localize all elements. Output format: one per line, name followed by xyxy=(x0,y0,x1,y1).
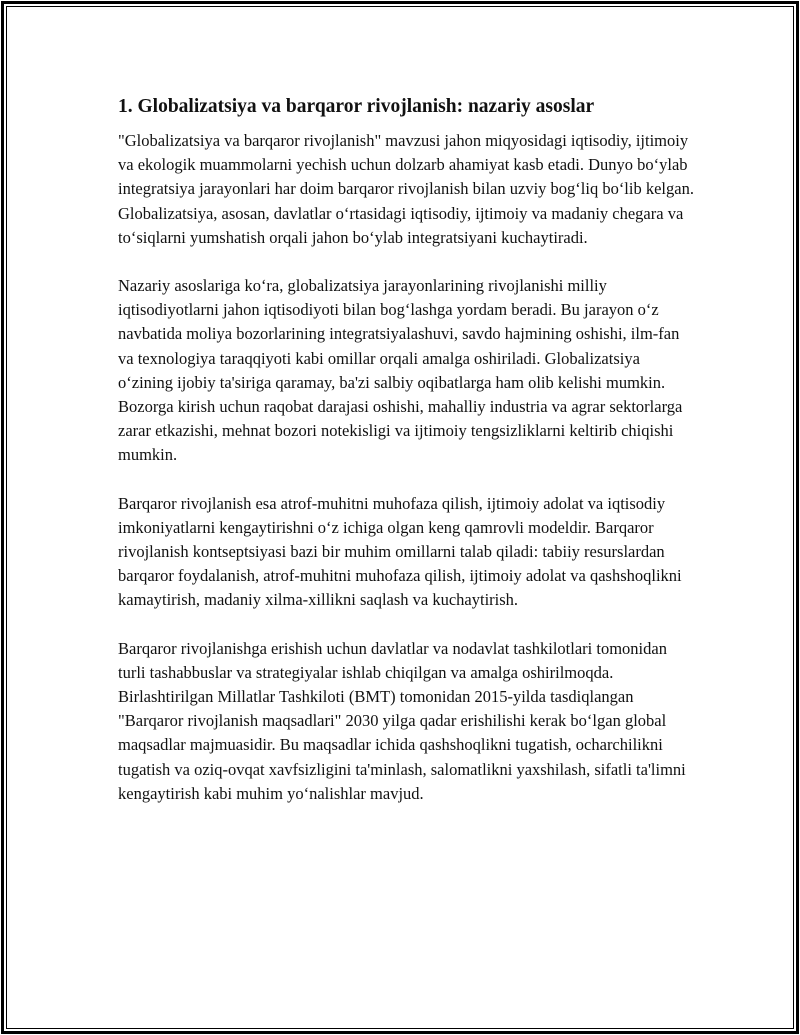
paragraph-theory: Nazariy asoslariga ko‘ra, globalizatsiya jarayonlarining rivojlanishi milliy iqtisodiyotlarni jahon iqtisodiyoti bilan bog‘lashga yordam beradi. Bu jarayon o‘z navbatida moliya bozorlarining integratsiyalashuvi, savdo hajmining oshishi, ilm-fan va texnologiya taraqqiyoti kabi omillar orqali amalga oshiriladi. Globalizatsiya o‘zining ijobiy ta'siriga qaramay, ba'zi salbiy oqibatlarga ham olib kelishi mumkin. Bozorga kirish uchun raqobat darajasi oshishi, mahalliy industria va agrar sektorlarga zarar etkazishi, mehnat bozori notekisligi va ijtimoiy tengsizliklarni keltirib chiqishi mumkin. xyxy=(118,276,683,465)
paragraph-sdg: Barqaror rivojlanishga erishish uchun davlatlar va nodavlat tashkilotlari tomonidan turli tashabbuslar va strategiyalar ishlab chiqilgan va amalga oshirilmoqda. Birlashtirilgan Millatlar Tashkiloti (BMT) tomonidan 2015-yilda tasdiqlangan "Barqaror rivojlanish maqsadlari" 2030 yilga qadar erishilishi kerak bo‘lgan global maqsadlar majmuasidir. Bu maqsadlar ichida qashshoqlikni tugatish, ocharchilikni tugatish va oziq-ovqat xavfsizligini ta'minlash, salomatlikni yaxshilash, sifatli ta'limni kengaytirish kabi muhim yo‘nalishlar mavjud. xyxy=(118,638,686,803)
paragraph-sustainable-development: Barqaror rivojlanish esa atrof-muhitni muhofaza qilish, ijtimoiy adolat va iqtisodiy imkoniyatlarni kengaytirishni o‘z ichiga olgan keng qamrovli modeldir. Barqaror rivojlanish kontseptsiyasi bazi bir muhim omillarni talab qiladi: tabiiy resurslardan barqaror foydalanish, atrof-muhitni muhofaza qilish, ijtimoiy adolat va qashshoqlikni kamaytirish, madaniy xilma-xillikni saqlash va kuchaytirish. xyxy=(118,493,682,610)
document-body xyxy=(118,95,698,830)
section-heading: 1. Globalizatsiya va barqaror rivojlanish: nazariy asoslar xyxy=(118,96,595,117)
paragraph-intro: "Globalizatsiya va barqaror rivojlanish" mavzusi jahon miqyosidagi iqtisodiy, ijtimoiy va ekologik muammolarni yechish uchun dolzarb ahamiyat kasb etadi. Dunyo bo‘ylab integratsiya jarayonlari har doim barqaror rivojlanish bilan uzviy bog‘liq bo‘lib kelgan. Globalizatsiya, asosan, davlatlar o‘rtasidagi iqtisodiy, ijtimoiy va madaniy chegara va to‘siqlarni yumshatish orqali jahon bo‘ylab integratsiyani kuchaytiradi. xyxy=(118,131,694,247)
